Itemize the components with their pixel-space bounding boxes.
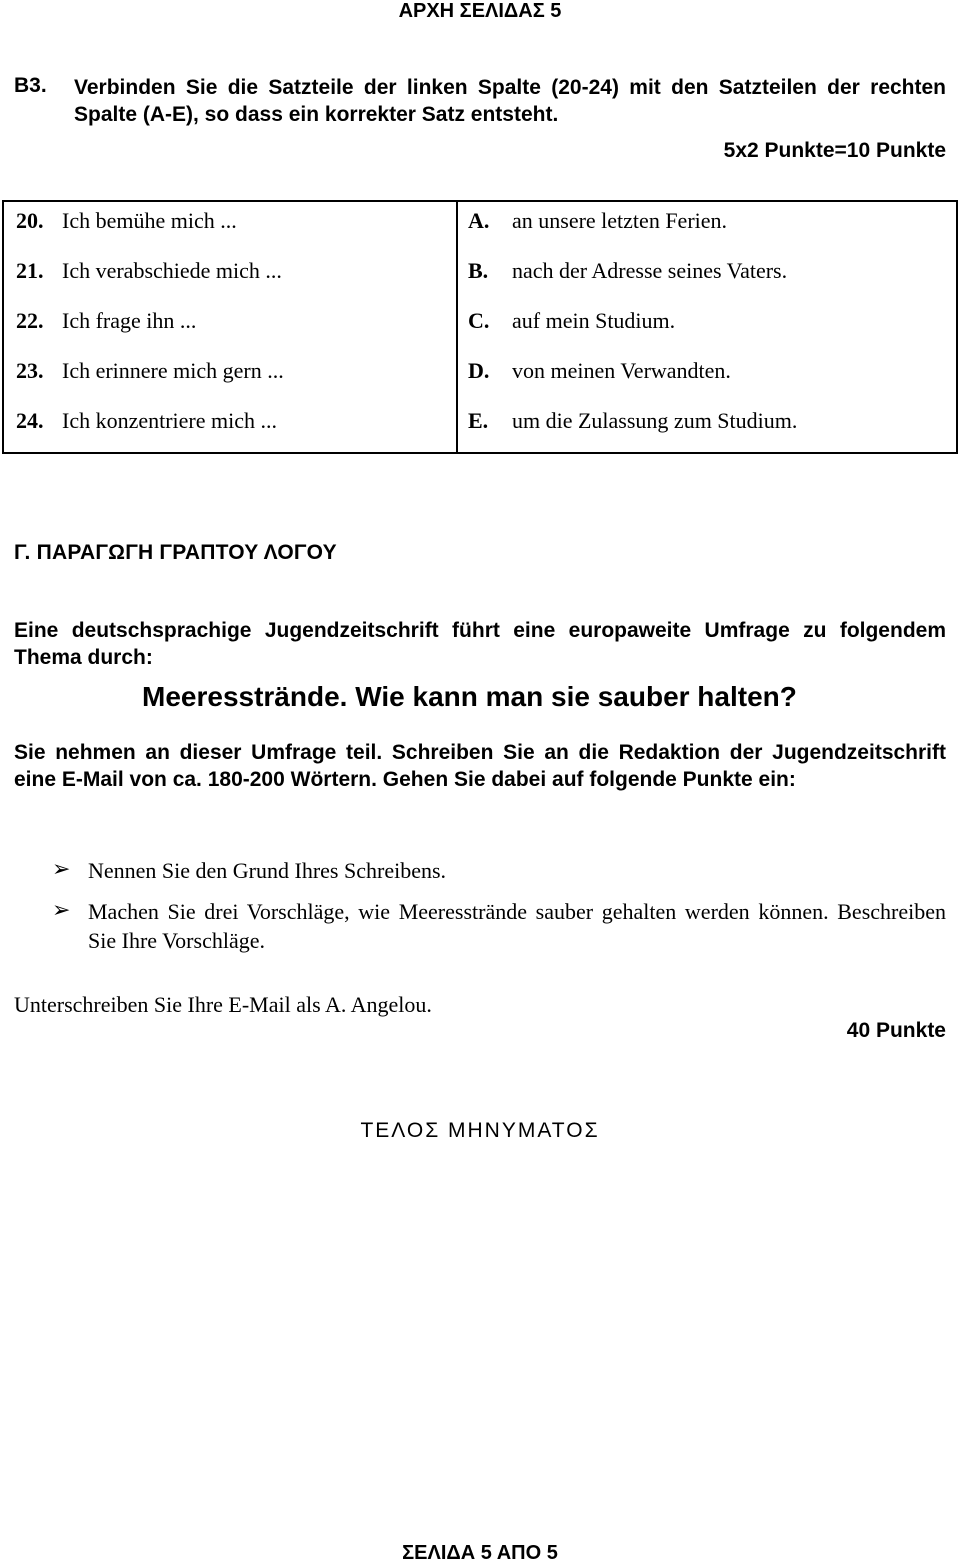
- exercise-number: B3.: [14, 74, 47, 97]
- arrow-bullet-icon: ➢: [52, 897, 71, 922]
- right-item: [458, 402, 956, 452]
- left-item: [4, 402, 456, 452]
- left-item-number: 24.: [16, 408, 44, 433]
- essay-task: Sie nehmen an dieser Umfrage teil. Schreiben Sie an die Redaktion der Jugendzeitschrift eine E-Mail von ca. 180-200 Wörtern. Gehen Sie dabei auf folgende Punkte ein:: [14, 741, 946, 791]
- right-item-text: um die Zulassung zum Studium.: [512, 408, 798, 433]
- left-column: [3, 201, 457, 453]
- left-item: [4, 302, 456, 352]
- essay-topic: Meeresstrände. Wie kann man sie sauber halten?: [142, 681, 797, 712]
- left-item-text: Ich frage ihn ...: [62, 308, 197, 333]
- right-column: [457, 201, 957, 453]
- signature-instruction: Unterschreiben Sie Ihre E-Mail als A. Angelou.: [14, 992, 432, 1017]
- task-bullet: Machen Sie drei Vorschläge, wie Meeresstrände sauber gehalten werden können. Beschreiben Sie Ihre Vorschläge.: [88, 899, 946, 953]
- right-item-text: auf mein Studium.: [512, 308, 676, 333]
- left-item: [4, 202, 456, 252]
- right-item-letter: E.: [468, 408, 489, 433]
- right-item-letter: C.: [468, 308, 490, 333]
- right-item-text: an unsere letzten Ferien.: [512, 208, 728, 233]
- left-item: [4, 252, 456, 302]
- left-item-text: Ich bemühe mich ...: [62, 208, 237, 233]
- right-item-text: von meinen Verwandten.: [512, 358, 731, 383]
- end-message: ΤΕΛΟΣ ΜΗΝΥΜΑΤΟΣ: [360, 1119, 600, 1142]
- section-title: Γ. ΠΑΡΑΓΩΓΗ ΓΡΑΠΤΟΥ ΛΟΓΟΥ: [14, 541, 337, 564]
- matching-table: [2, 200, 958, 454]
- page-header: ΑΡΧΗ ΣΕΛΙΔΑΣ 5: [398, 0, 562, 22]
- left-item: [4, 352, 456, 402]
- exercise-instruction: Verbinden Sie die Satzteile der linken Spalte (20-24) mit den Satzteilen der rechten Spalte (A-E), so dass ein korrekter Satz entsteht.: [74, 76, 946, 126]
- right-item: [458, 302, 956, 352]
- left-item-text: Ich erinnere mich gern ...: [62, 358, 284, 383]
- section-intro: Eine deutschsprachige Jugendzeitschrift führt eine europaweite Umfrage zu folgendem Thema durch:: [14, 619, 946, 669]
- right-item-letter: A.: [468, 208, 490, 233]
- right-item-text: nach der Adresse seines Vaters.: [512, 258, 788, 283]
- page-footer: ΣΕΛΙΔΑ 5 ΑΠΟ 5: [402, 1542, 558, 1564]
- exercise-points: 5x2 Punkte=10 Punkte: [723, 139, 946, 162]
- right-item-letter: B.: [468, 258, 489, 283]
- right-item: [458, 202, 956, 252]
- left-item-text: Ich verabschiede mich ...: [62, 258, 282, 283]
- right-item: [458, 352, 956, 402]
- left-item-text: Ich konzentriere mich ...: [62, 408, 278, 433]
- right-item-letter: D.: [468, 358, 490, 383]
- left-item-number: 22.: [16, 308, 44, 333]
- left-item-number: 20.: [16, 208, 44, 233]
- left-item-number: 23.: [16, 358, 44, 383]
- right-item: [458, 252, 956, 302]
- left-item-number: 21.: [16, 258, 44, 283]
- arrow-bullet-icon: ➢: [52, 856, 71, 881]
- section-points: 40 Punkte: [846, 1019, 946, 1042]
- task-bullet: Nennen Sie den Grund Ihres Schreibens.: [88, 858, 447, 883]
